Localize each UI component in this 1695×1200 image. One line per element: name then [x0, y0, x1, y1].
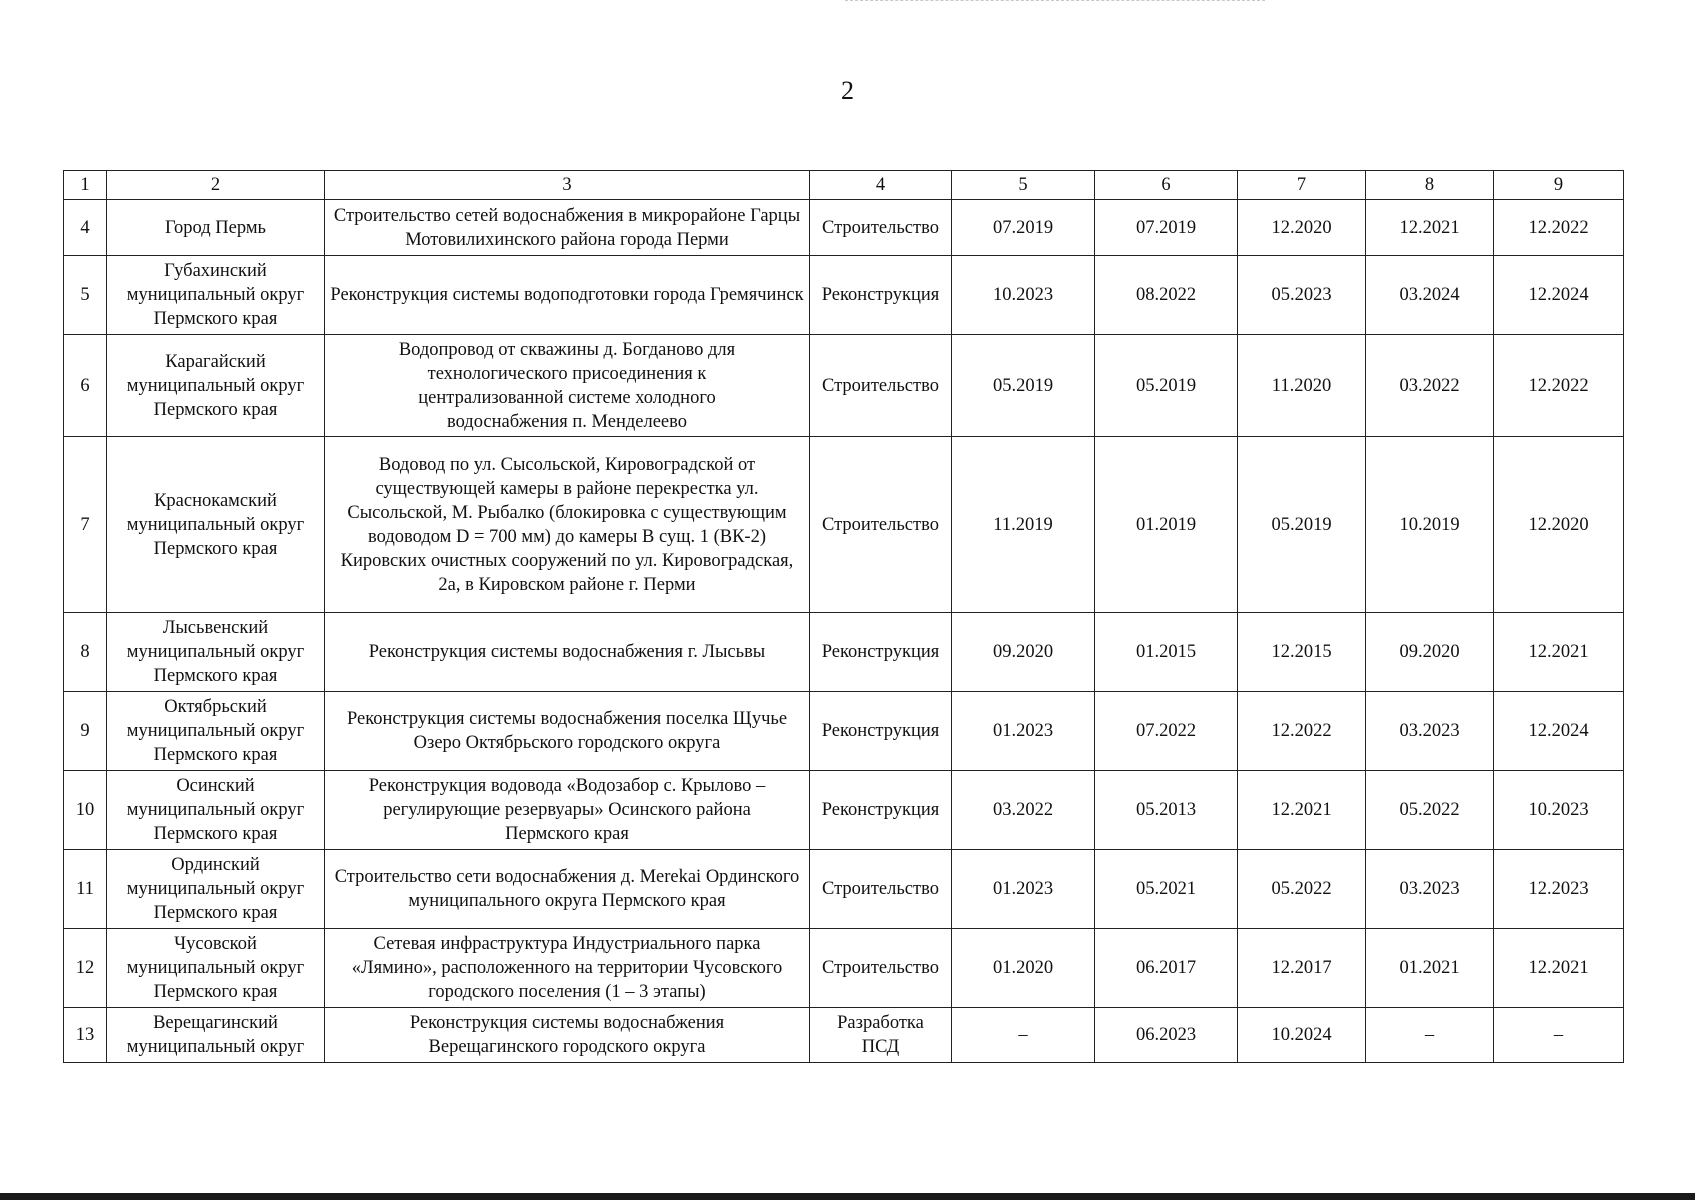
date-cell-6: 01.2015 — [1095, 613, 1238, 692]
date-cell-9: 12.2022 — [1494, 200, 1624, 256]
date-cell-6: 01.2019 — [1095, 437, 1238, 613]
row-number: 13 — [64, 1008, 107, 1063]
work-type-cell: Строительство — [810, 850, 952, 929]
date-cell-8: 09.2020 — [1366, 613, 1494, 692]
date-cell-8: 03.2022 — [1366, 335, 1494, 437]
page-number: 2 — [841, 76, 854, 105]
territory-cell: Карагайский муниципальный округ Пермского края — [107, 335, 325, 437]
table-row — [64, 850, 1624, 929]
object-cell: Водопровод от скважины д. Богданово для технологического присоединения к централизованной системе холодного водоснабжения п. Менделеево — [325, 335, 810, 437]
date-cell-9: 10.2023 — [1494, 771, 1624, 850]
date-cell-7: 12.2020 — [1238, 200, 1366, 256]
date-cell-6: 06.2017 — [1095, 929, 1238, 1008]
scan-bottom-edge — [0, 1193, 1695, 1200]
column-header-9: 9 — [1494, 171, 1624, 200]
column-header-3: 3 — [325, 171, 810, 200]
row-number: 11 — [64, 850, 107, 929]
territory-cell: Краснокамский муниципальный округ Пермского края — [107, 437, 325, 613]
territory-cell: Осинский муниципальный округ Пермского края — [107, 771, 325, 850]
row-number: 12 — [64, 929, 107, 1008]
date-cell-6: 05.2021 — [1095, 850, 1238, 929]
date-cell-8: 10.2019 — [1366, 437, 1494, 613]
row-number: 7 — [64, 437, 107, 613]
date-cell-8: 03.2023 — [1366, 692, 1494, 771]
column-header-5: 5 — [952, 171, 1095, 200]
row-number: 10 — [64, 771, 107, 850]
date-cell-9: – — [1494, 1008, 1624, 1063]
date-cell-5: 01.2020 — [952, 929, 1095, 1008]
territory-cell: Чусовской муниципальный округ Пермского края — [107, 929, 325, 1008]
row-number: 4 — [64, 200, 107, 256]
date-cell-5: 09.2020 — [952, 613, 1095, 692]
table-row — [64, 613, 1624, 692]
column-header-4: 4 — [810, 171, 952, 200]
column-header-1: 1 — [64, 171, 107, 200]
date-cell-7: 11.2020 — [1238, 335, 1366, 437]
object-cell: Сетевая инфраструктура Индустриального парка «Лямино», расположенного на территории Чусовского городского поселения (1 – 3 этапы) — [325, 929, 810, 1008]
row-number: 6 — [64, 335, 107, 437]
date-cell-9: 12.2021 — [1494, 929, 1624, 1008]
object-cell: Водовод по ул. Сысольской, Кировоградской от существующей камеры в районе перекрестка ул. Сысольской, М. Рыбалко (блокировка с существующим водоводом D = 700 мм) до камеры В сущ. 1 (ВК-2) Кировских очистных сооружений по ул. Кировоградская, 2а, в Кировском районе г. Перми — [325, 437, 810, 613]
territory-cell: Губахинский муниципальный округ Пермского края — [107, 256, 325, 335]
date-cell-7: 12.2022 — [1238, 692, 1366, 771]
date-cell-9: 12.2024 — [1494, 692, 1624, 771]
date-cell-8: – — [1366, 1008, 1494, 1063]
work-type-cell: Строительство — [810, 437, 952, 613]
object-cell: Реконструкция системы водоснабжения поселка Щучье Озеро Октябрьского городского округа — [325, 692, 810, 771]
object-cell: Реконструкция системы водоподготовки города Гремячинск — [325, 256, 810, 335]
date-cell-8: 12.2021 — [1366, 200, 1494, 256]
date-cell-9: 12.2023 — [1494, 850, 1624, 929]
territory-cell: Октябрьский муниципальный округ Пермского края — [107, 692, 325, 771]
header-row — [64, 171, 1624, 200]
column-header-2: 2 — [107, 171, 325, 200]
table-row — [64, 200, 1624, 256]
table-row — [64, 335, 1624, 437]
work-type-cell: Реконструкция — [810, 613, 952, 692]
territory-cell: Лысьвенский муниципальный округ Пермского края — [107, 613, 325, 692]
date-cell-7: 12.2021 — [1238, 771, 1366, 850]
date-cell-5: 05.2019 — [952, 335, 1095, 437]
table-row — [64, 1008, 1624, 1063]
date-cell-9: 12.2024 — [1494, 256, 1624, 335]
work-type-cell: Реконструкция — [810, 256, 952, 335]
object-cell: Реконструкция системы водоснабжения Верещагинского городского округа — [325, 1008, 810, 1063]
date-cell-7: 12.2017 — [1238, 929, 1366, 1008]
table-row — [64, 692, 1624, 771]
row-number: 5 — [64, 256, 107, 335]
date-cell-5: 01.2023 — [952, 850, 1095, 929]
date-cell-6: 06.2023 — [1095, 1008, 1238, 1063]
object-cell: Реконструкция системы водоснабжения г. Лысьвы — [325, 613, 810, 692]
date-cell-6: 05.2019 — [1095, 335, 1238, 437]
territory-cell: Город Пермь — [107, 200, 325, 256]
work-type-cell: Строительство — [810, 200, 952, 256]
column-header-6: 6 — [1095, 171, 1238, 200]
column-header-7: 7 — [1238, 171, 1366, 200]
table-row — [64, 929, 1624, 1008]
date-cell-5: 03.2022 — [952, 771, 1095, 850]
date-cell-6: 07.2022 — [1095, 692, 1238, 771]
table-row — [64, 437, 1624, 613]
date-cell-7: 05.2022 — [1238, 850, 1366, 929]
table-row — [64, 771, 1624, 850]
date-cell-5: 11.2019 — [952, 437, 1095, 613]
row-number: 9 — [64, 692, 107, 771]
date-cell-5: – — [952, 1008, 1095, 1063]
object-cell: Строительство сетей водоснабжения в микрорайоне Гарцы Мотовилихинского района города Перми — [325, 200, 810, 256]
date-cell-6: 08.2022 — [1095, 256, 1238, 335]
date-cell-9: 12.2020 — [1494, 437, 1624, 613]
object-cell: Реконструкция водовода «Водозабор с. Крылово – регулирующие резервуары» Осинского района Пермского края — [325, 771, 810, 850]
work-type-cell: Разработка ПСД — [810, 1008, 952, 1063]
work-type-cell: Строительство — [810, 335, 952, 437]
data-table — [63, 170, 1624, 1063]
date-cell-7: 05.2023 — [1238, 256, 1366, 335]
object-cell: Строительство сети водоснабжения д. Merekai Ординского муниципального округа Пермского края — [325, 850, 810, 929]
date-cell-5: 10.2023 — [952, 256, 1095, 335]
territory-cell: Ординский муниципальный округ Пермского края — [107, 850, 325, 929]
date-cell-7: 10.2024 — [1238, 1008, 1366, 1063]
date-cell-8: 01.2021 — [1366, 929, 1494, 1008]
work-type-cell: Реконструкция — [810, 692, 952, 771]
date-cell-6: 07.2019 — [1095, 200, 1238, 256]
work-type-cell: Реконструкция — [810, 771, 952, 850]
date-cell-5: 01.2023 — [952, 692, 1095, 771]
column-header-8: 8 — [1366, 171, 1494, 200]
table-row — [64, 256, 1624, 335]
date-cell-8: 03.2023 — [1366, 850, 1494, 929]
date-cell-9: 12.2021 — [1494, 613, 1624, 692]
scan-artifact-line — [845, 0, 1265, 3]
work-type-cell: Строительство — [810, 929, 952, 1008]
date-cell-5: 07.2019 — [952, 200, 1095, 256]
territory-cell: Верещагинский муниципальный округ — [107, 1008, 325, 1063]
date-cell-8: 05.2022 — [1366, 771, 1494, 850]
date-cell-8: 03.2024 — [1366, 256, 1494, 335]
date-cell-7: 05.2019 — [1238, 437, 1366, 613]
date-cell-6: 05.2013 — [1095, 771, 1238, 850]
date-cell-9: 12.2022 — [1494, 335, 1624, 437]
row-number: 8 — [64, 613, 107, 692]
date-cell-7: 12.2015 — [1238, 613, 1366, 692]
